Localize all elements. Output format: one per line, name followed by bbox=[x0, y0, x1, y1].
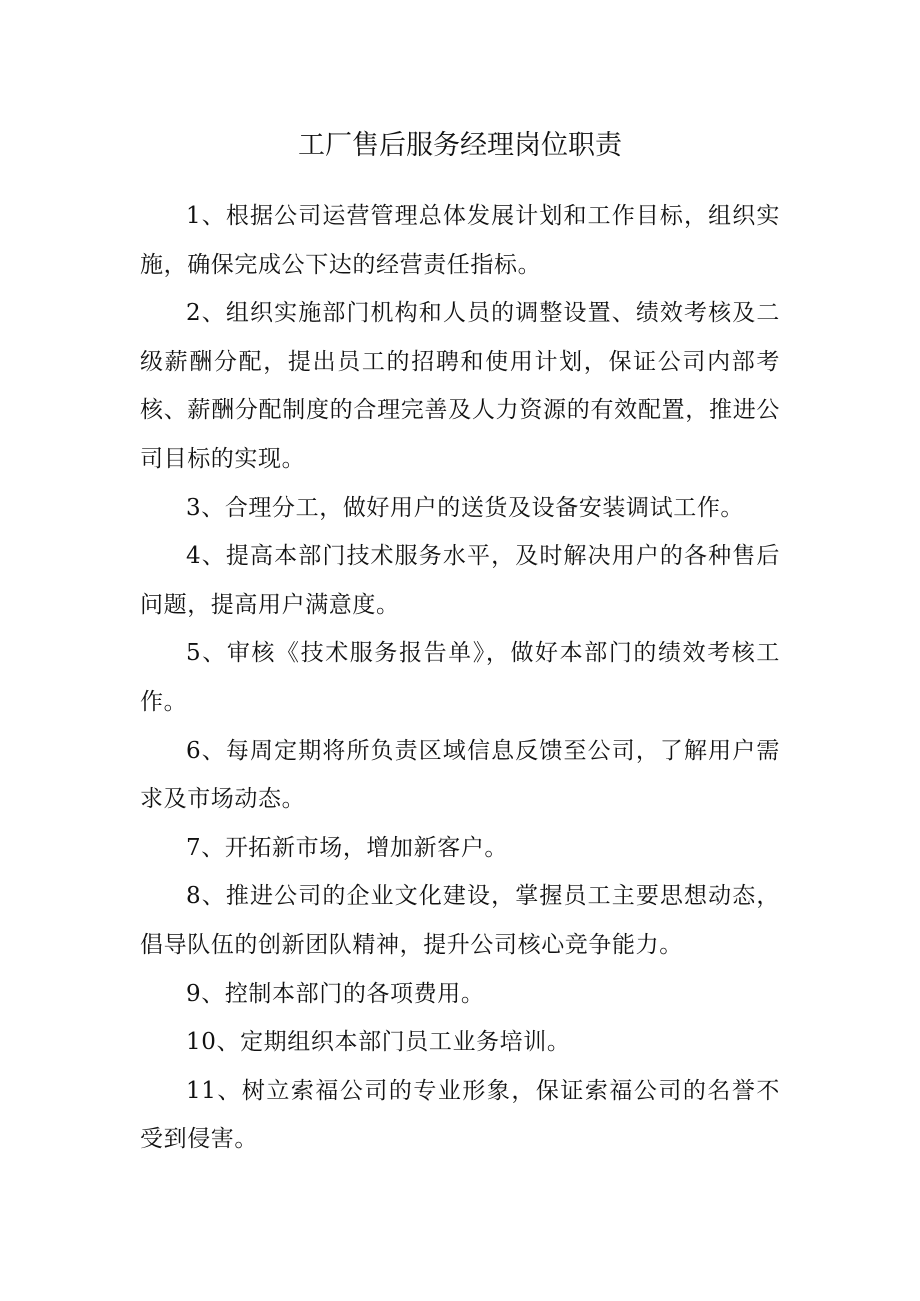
duty-item-2: 2、组织实施部门机构和人员的调整设置、绩效考核及二级薪酬分配，提出员工的招聘和使用计划，保证公司内部考核、薪酬分配制度的合理完善及人力资源的有效配置，推进公司目标的实现。 bbox=[140, 300, 780, 472]
duty-item-5: 5、审核《技术服务报告单》，做好本部门的绩效考核工作。 bbox=[140, 640, 780, 715]
duty-item-3: 3、合理分工，做好用户的送货及设备安装调试工作。 bbox=[186, 494, 745, 521]
duty-item-7: 7、开拓新市场，增加新客户。 bbox=[186, 834, 509, 861]
duty-item-10: 10、定期组织本部门员工业务培训。 bbox=[186, 1029, 571, 1056]
duty-item-11: 11、树立索福公司的专业形象，保证索福公司的名誉不受到侵害。 bbox=[140, 1077, 780, 1153]
duty-item-9: 9、控制本部门的各项费用。 bbox=[186, 980, 485, 1007]
duty-item-1: 1、根据公司运营管理总体发展计划和工作目标，组织实施，确保完成公下达的经营责任指标。 bbox=[140, 203, 780, 278]
duty-item-6: 6、每周定期将所负责区域信息反馈至公司，了解用户需求及市场动态。 bbox=[140, 737, 780, 813]
document-title: 工厂售后服务经理岗位职责 bbox=[298, 130, 622, 161]
duty-item-4: 4、提高本部门技术服务水平，及时解决用户的各种售后问题，提高用户满意度。 bbox=[140, 543, 780, 618]
document-body bbox=[140, 192, 780, 1164]
duty-item-8: 8、推进公司的企业文化建设，掌握员工主要思想动态，倡导队伍的创新团队精神，提升公司核心竞争能力。 bbox=[140, 883, 780, 958]
